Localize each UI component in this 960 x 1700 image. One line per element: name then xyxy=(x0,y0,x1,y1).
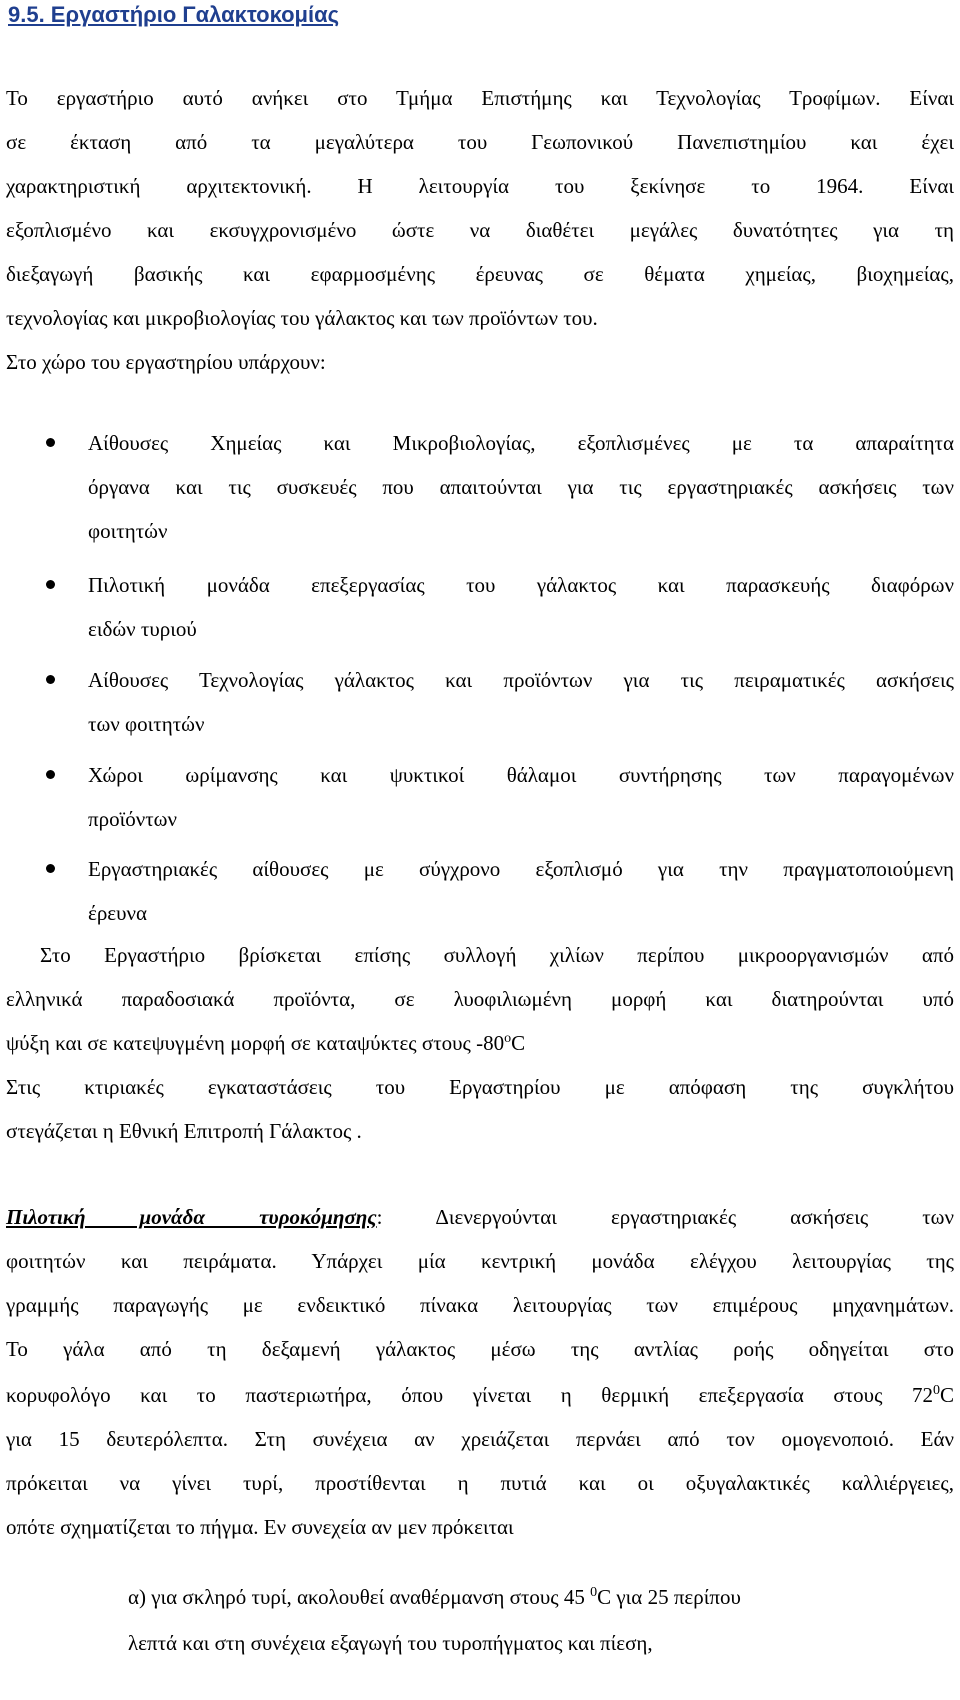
list-item-line: Χώροι ωρίμανσης και ψυκτικοί θάλαμοι συντήρησης των παραγομένων xyxy=(88,763,954,787)
intro-line-6: τεχνολογίας και μικροβιολογίας του γάλακτος και των προϊόντων του. xyxy=(6,306,598,330)
intro-line-1: Το εργαστήριο αυτό ανήκει στο Τμήμα Επιστήμης και Τεχνολογίας Τροφίμων. Είναι xyxy=(6,86,954,110)
pilot-line-2: φοιτητών και πειράματα. Υπάρχει μία κεντρική μονάδα ελέγχου λειτουργίας της xyxy=(6,1249,954,1273)
section-heading: 9.5. Εργαστήριο Γαλακτοκομίας xyxy=(8,2,340,27)
pilot-unit-title: Πιλοτική μονάδα τυροκόμησης xyxy=(6,1205,377,1229)
pilot-line-5-text: κορυφολόγο και το παστεριωτήρα, όπου γίνεται η θερμική επεξεργασία στους 72 xyxy=(6,1383,933,1407)
list-item-line: Εργαστηριακές αίθουσες με σύγχρονο εξοπλισμό για την πραγματοποιούμενη xyxy=(88,857,954,881)
degree-superscript: o xyxy=(504,1031,512,1046)
intro-line-7: Στο χώρο του εργαστηρίου υπάρχουν: xyxy=(6,350,326,374)
list-item-line: Αίθουσες Τεχνολογίας γάλακτος και προϊόντων για τις πειραματικές ασκήσεις xyxy=(88,668,954,692)
subitem-line-1-rest: C για 25 περίπου xyxy=(597,1585,741,1609)
collection-line-3-text: ψύξη και σε κατεψυγμένη μορφή σε καταψύκτες στους -80 xyxy=(6,1031,505,1055)
bullet-icon xyxy=(46,580,55,589)
subitem-line-2: λεπτά και στη συνέχεια εξαγωγή του τυροπήγματος και πίεση, xyxy=(128,1631,653,1655)
collection-line-1: Στο Εργαστήριο βρίσκεται επίσης συλλογή χιλίων περίπου μικροοργανισμών από xyxy=(40,943,954,967)
pilot-line-1-rest: : Διενεργούνται εργαστηριακές ασκήσεις των xyxy=(376,1205,954,1229)
subitem-line-1-text: α) για σκληρό τυρί, ακολουθεί αναθέρμανση στους 45 xyxy=(128,1585,591,1609)
pilot-line-3: γραμμής παραγωγής με ενδεικτικό πίνακα λειτουργίας των επιμέρους μηχανημάτων. xyxy=(6,1293,954,1317)
list-item-line: όργανα και τις συσκευές που απαιτούνται για τις εργαστηριακές ασκήσεις των xyxy=(88,475,954,499)
bullet-icon xyxy=(46,864,55,873)
list-item-line: Αίθουσες Χημείας και Μικροβιολογίας, εξοπλισμένες με τα απαραίτητα xyxy=(88,431,954,455)
collection-line-2: ελληνικά παραδοσιακά προϊόντα, σε λυοφιλιωμένη μορφή και διατηρούνται υπό xyxy=(6,987,954,1011)
list-item-line: προϊόντων xyxy=(88,807,177,831)
pilot-line-6: για 15 δευτερόλεπτα. Στη συνέχεια αν χρειάζεται περνάει από τον ομογενοποιό. Εάν xyxy=(6,1427,954,1451)
list-item-line: Πιλοτική μονάδα επεξεργασίας του γάλακτος και παρασκευής διαφόρων xyxy=(88,573,954,597)
committee-line-1: Στις κτιριακές εγκαταστάσεις του Εργαστηρίου με απόφαση της συγκλήτου xyxy=(6,1075,954,1099)
pilot-line-1 xyxy=(6,1202,954,1232)
pilot-line-5 xyxy=(6,1380,954,1410)
intro-line-5: διεξαγωγή βασικής και εφαρμοσμένης έρευνας σε θέματα χημείας, βιοχημείας, xyxy=(6,262,954,286)
list-item-line: ειδών τυριού xyxy=(88,617,197,641)
celsius-unit: C xyxy=(511,1031,526,1055)
pilot-line-4: Το γάλα από τη δεξαμενή γάλακτος μέσω της αντλίας ροής οδηγείται στο xyxy=(6,1337,954,1361)
pilot-line-7: πρόκειται να γίνει τυρί, προστίθενται η πυτιά και οι οξυγαλακτικές καλλιέργειες, xyxy=(6,1471,954,1495)
intro-line-2: σε έκταση από τα μεγαλύτερα του Γεωπονικού Πανεπιστημίου και έχει xyxy=(6,130,954,154)
degree-superscript: 0 xyxy=(590,1585,598,1600)
bullet-icon xyxy=(46,675,55,684)
pilot-line-8: οπότε σχηματίζεται το πήγμα. Εν συνεχεία αν μεν πρόκειται xyxy=(6,1515,514,1539)
committee-line-2: στεγάζεται η Εθνική Επιτροπή Γάλακτος . xyxy=(6,1119,362,1143)
celsius-unit: C xyxy=(939,1383,954,1407)
intro-line-3: χαρακτηριστική αρχιτεκτονική. Η λειτουργία του ξεκίνησε το 1964. Είναι xyxy=(6,174,954,198)
bullet-icon xyxy=(46,438,55,447)
bullet-icon xyxy=(46,770,55,779)
list-item-line: έρευνα xyxy=(88,901,148,925)
intro-line-4: εξοπλισμένο και εκσυγχρονισμένο ώστε να διαθέτει μεγάλες δυνατότητες για τη xyxy=(6,218,954,242)
list-item-line: φοιτητών xyxy=(88,519,168,543)
list-item-line: των φοιτητών xyxy=(88,712,205,736)
collection-line-3 xyxy=(6,1028,954,1058)
degree-superscript: 0 xyxy=(932,1383,940,1398)
subitem-line-1 xyxy=(128,1582,954,1612)
